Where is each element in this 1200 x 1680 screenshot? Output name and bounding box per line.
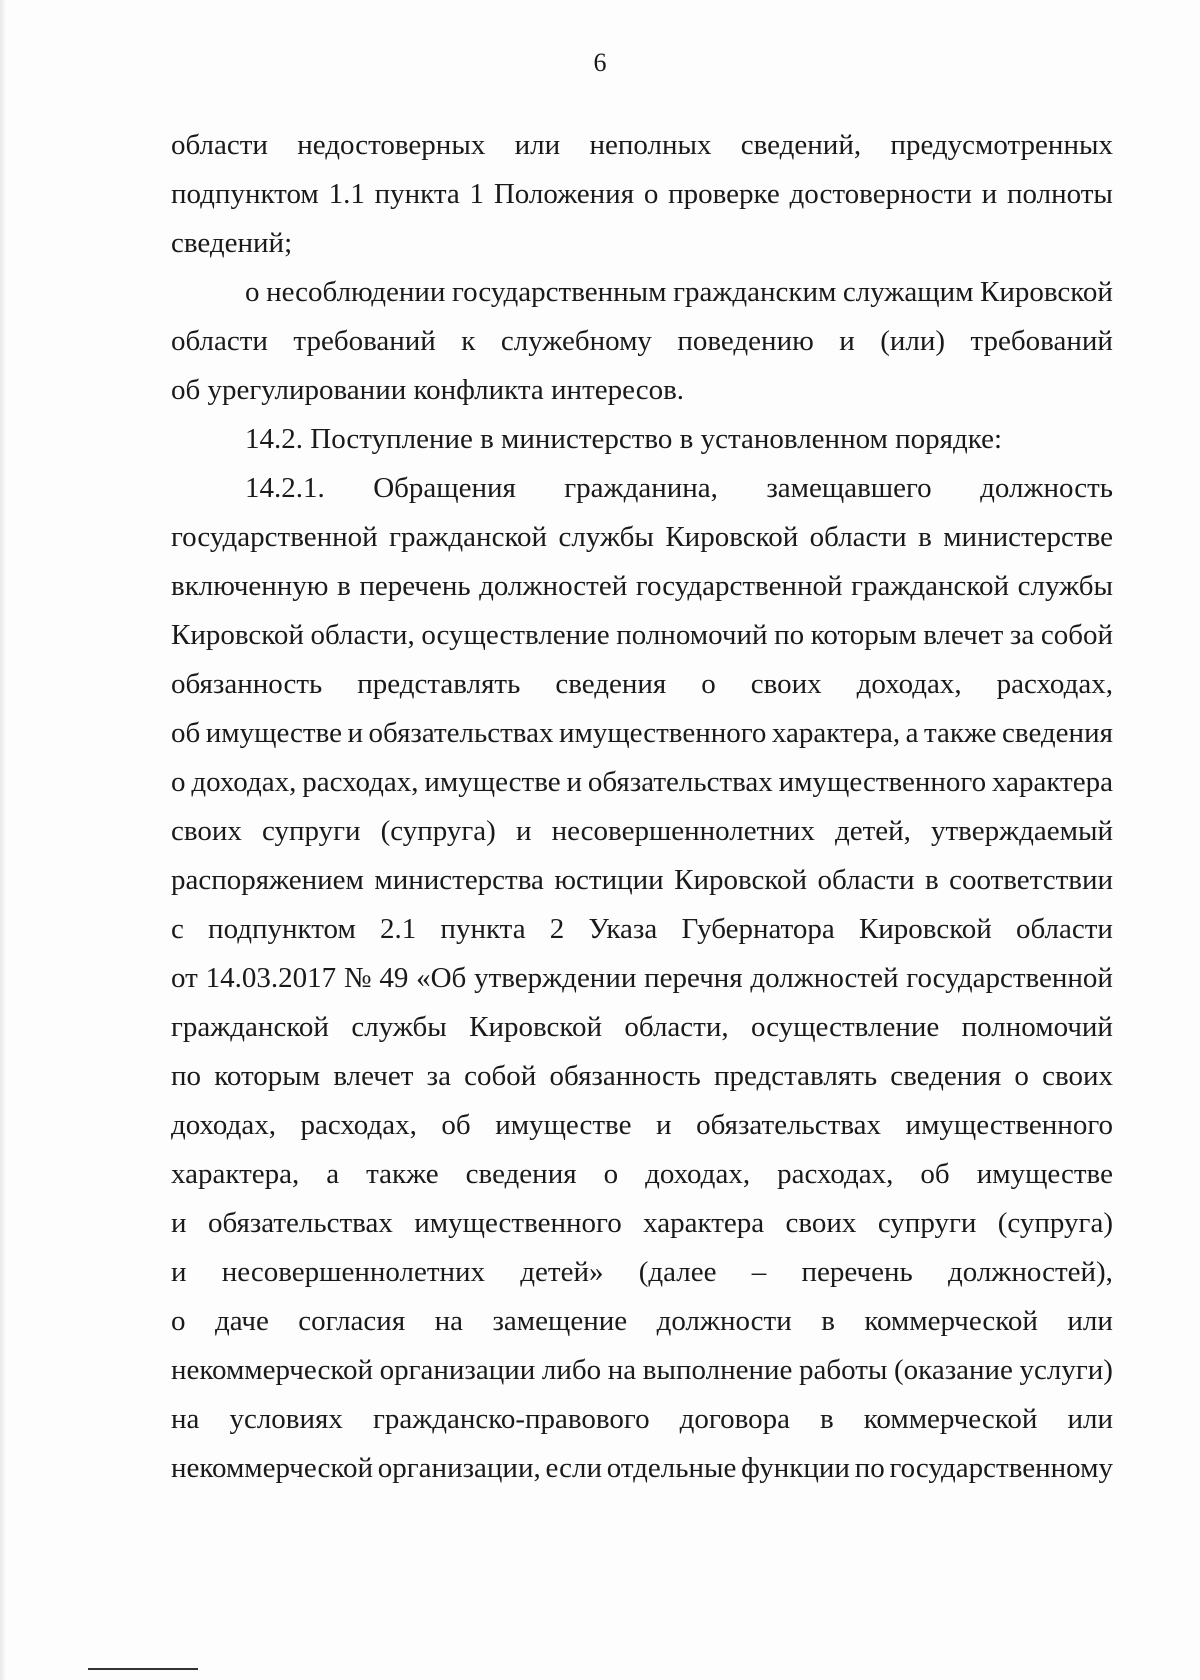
text-word: утверждаемый — [931, 815, 1113, 847]
text-word: расходах, — [302, 766, 419, 798]
text-word: организации, — [377, 1452, 541, 1484]
text-word: имуществе — [424, 766, 561, 798]
text-word: обязательствах — [587, 766, 773, 798]
text-word: 14.2. Поступление в министерство в установленном порядке: — [245, 423, 1003, 455]
text-word: организации — [379, 1354, 536, 1386]
text-word: 14.2.1. — [245, 472, 325, 504]
text-line — [171, 1306, 1113, 1355]
text-word: обязательствах — [207, 1207, 393, 1239]
text-word: Губернатора — [681, 913, 835, 945]
text-line — [171, 228, 1113, 277]
text-word: также — [924, 717, 997, 749]
text-line — [171, 375, 1113, 424]
text-word: соответствии — [949, 864, 1113, 896]
text-word: и — [515, 815, 532, 847]
text-word: 49 — [379, 962, 409, 994]
text-word: пункта — [374, 178, 460, 210]
text-word: «Об — [416, 962, 467, 994]
text-word: службы — [558, 521, 654, 553]
text-word: перечень — [359, 570, 471, 602]
text-word: сведений; — [171, 227, 293, 259]
text-word: Указа — [588, 913, 658, 945]
text-word: сведения — [465, 1158, 577, 1190]
document-body — [171, 130, 1113, 1502]
text-word: об — [441, 1109, 471, 1141]
text-word: должность — [980, 472, 1113, 504]
text-word: государственной — [635, 570, 843, 602]
text-word: в — [924, 864, 939, 896]
text-word: обязательствах — [368, 717, 554, 749]
text-word: поведению — [677, 325, 814, 357]
text-word: государственному — [889, 1452, 1113, 1484]
text-word: или — [1067, 1305, 1113, 1337]
text-word: доходах, — [191, 766, 297, 798]
text-word: осуществление — [421, 619, 610, 651]
text-word: своих — [750, 668, 822, 700]
text-word: требований — [293, 325, 436, 357]
text-word: детей, — [834, 815, 911, 847]
text-word: или — [1067, 1403, 1113, 1435]
text-word: по — [854, 1452, 885, 1484]
text-word: несовершеннолетних — [221, 1256, 486, 1288]
text-line — [171, 767, 1113, 816]
text-word: должностей — [750, 962, 899, 994]
text-line — [171, 571, 1113, 620]
text-word: перечень — [801, 1256, 913, 1288]
text-line — [171, 424, 1113, 473]
text-word: сведения — [555, 668, 667, 700]
text-word: должностей — [479, 570, 628, 602]
text-word: влечет — [333, 1060, 414, 1092]
text-word: доходах, — [856, 668, 962, 700]
text-word: или — [514, 129, 561, 161]
text-word: в — [821, 1305, 835, 1337]
text-word: полномочий — [961, 1011, 1113, 1043]
text-word: государственным — [452, 276, 667, 308]
text-word: своих — [1042, 1060, 1113, 1092]
text-word: 2.1 — [380, 913, 417, 945]
page-number: 6 — [593, 48, 607, 77]
text-word: 1 — [469, 178, 485, 210]
text-word: недостоверных — [297, 129, 486, 161]
text-word: даче — [214, 1305, 269, 1337]
text-word: (далее — [638, 1256, 717, 1288]
text-word: супруги — [877, 1207, 977, 1239]
text-word: утверждении — [474, 962, 637, 994]
text-word: области — [817, 864, 915, 896]
text-word: Кировской — [469, 1011, 603, 1043]
text-word: и — [171, 1256, 187, 1288]
text-word: Кировской — [858, 913, 992, 945]
text-word: и — [347, 717, 364, 749]
text-word: обязательствах — [696, 1109, 881, 1141]
text-word: области — [1016, 913, 1113, 945]
text-word: либо — [541, 1354, 602, 1386]
text-word: служащим — [842, 276, 974, 308]
text-word: за — [1009, 619, 1035, 651]
text-word: а — [905, 717, 919, 749]
text-line — [171, 816, 1113, 865]
text-word: собой — [1040, 619, 1113, 651]
text-word: характера — [991, 766, 1113, 798]
text-word: должности — [656, 1305, 792, 1337]
text-word: министерства — [374, 864, 544, 896]
text-word: замещавшего — [766, 472, 932, 504]
text-word: Кировской — [674, 864, 808, 896]
text-word: Кировской — [171, 619, 304, 651]
text-word: об — [920, 1158, 950, 1190]
text-word: на — [434, 1305, 464, 1337]
text-word: гражданской — [851, 570, 1010, 602]
text-word: условиях — [229, 1403, 343, 1435]
text-word: имуществе — [976, 1158, 1113, 1190]
text-word: области — [809, 521, 907, 553]
text-word: области — [171, 129, 268, 161]
text-word: обязанность — [549, 1060, 701, 1092]
text-word: подпунктом — [171, 178, 319, 210]
text-line — [171, 865, 1113, 914]
text-word: выполнение — [642, 1354, 793, 1386]
text-word: и — [839, 325, 855, 357]
text-word: требований — [970, 325, 1113, 357]
text-word: юстиции — [554, 864, 664, 896]
text-word: (или) — [880, 325, 946, 357]
text-line — [171, 718, 1113, 767]
text-word: служебному — [500, 325, 652, 357]
text-word: о — [701, 668, 716, 700]
text-word: 2 — [549, 913, 565, 945]
text-word: представлять — [714, 1060, 878, 1092]
text-line — [171, 326, 1113, 375]
text-word: расходах, — [996, 668, 1113, 700]
text-word: области, — [624, 1011, 729, 1043]
text-word: в — [918, 521, 932, 553]
text-word: о — [245, 276, 260, 308]
text-word: подпунктом — [208, 913, 356, 945]
text-line — [171, 1404, 1113, 1453]
text-word: также — [366, 1158, 439, 1190]
text-word: проверке — [668, 178, 780, 210]
text-word: области — [171, 325, 268, 357]
text-word: имущественного — [778, 766, 987, 798]
text-word: расходах, — [777, 1158, 894, 1190]
text-word: на — [171, 1403, 200, 1435]
text-word: по — [171, 1060, 202, 1092]
text-word: о — [603, 1158, 619, 1190]
text-word: доходах, — [171, 1109, 276, 1141]
text-line — [171, 620, 1113, 669]
text-word: супруги — [261, 815, 361, 847]
text-word: в — [337, 570, 351, 602]
text-word: имуществе — [205, 717, 343, 749]
text-word: о — [171, 766, 186, 798]
text-word: доходах, — [645, 1158, 751, 1190]
text-line — [171, 522, 1113, 571]
text-word: включенную — [171, 570, 329, 602]
text-word: в — [820, 1403, 834, 1435]
text-word: имущественного — [558, 717, 767, 749]
text-word: гражданина, — [564, 472, 718, 504]
text-word: характера — [643, 1207, 765, 1239]
text-word: об — [171, 717, 201, 749]
text-word: имуществе — [495, 1109, 632, 1141]
text-word: представлять — [357, 668, 521, 700]
text-word: своих — [171, 815, 242, 847]
text-word: гражданско-правового — [372, 1403, 650, 1435]
text-word: влечет — [923, 619, 1004, 651]
text-word: Кировской — [980, 276, 1113, 308]
text-line — [171, 1061, 1113, 1110]
text-line — [171, 1453, 1113, 1502]
text-word: гражданской — [389, 521, 548, 553]
scan-edge-shadow — [0, 0, 6, 1680]
text-word: (оказание — [894, 1354, 1013, 1386]
text-word: коммерческой — [864, 1305, 1038, 1337]
text-word: имущественного — [905, 1109, 1113, 1141]
text-word: предусмотренных — [890, 129, 1113, 161]
text-word: и — [566, 766, 583, 798]
text-word: с — [171, 913, 184, 945]
text-word: Кировской — [665, 521, 799, 553]
text-word: которым — [810, 619, 917, 651]
text-line — [171, 1257, 1113, 1306]
text-word: к — [461, 325, 476, 357]
text-word: на — [607, 1354, 637, 1386]
text-word: Положения — [493, 178, 635, 210]
text-word: обязанность — [171, 668, 323, 700]
text-word: неполных — [589, 129, 712, 161]
text-word: министерстве — [943, 521, 1113, 553]
text-word: некоммерческой — [171, 1354, 373, 1386]
text-word: замещение — [492, 1305, 628, 1337]
text-word: характера, — [171, 1158, 300, 1190]
text-word: расходах, — [300, 1109, 417, 1141]
text-word: от — [171, 962, 198, 994]
text-word: по — [774, 619, 805, 651]
text-word: а — [326, 1158, 340, 1190]
text-word: – — [751, 1256, 767, 1288]
text-word: 14.03.2017 — [205, 962, 337, 994]
text-word: и — [981, 178, 998, 210]
text-word: о — [643, 178, 659, 210]
text-line — [171, 963, 1113, 1012]
text-word: характера, — [771, 717, 901, 749]
text-word: о — [171, 1305, 186, 1337]
text-word: (супруга) — [997, 1207, 1113, 1239]
text-word: 1.1 — [328, 178, 365, 210]
text-word: работы — [799, 1354, 888, 1386]
text-word: договора — [679, 1403, 790, 1435]
text-line — [171, 277, 1113, 326]
text-word: своих — [785, 1207, 857, 1239]
footer-rule — [88, 1668, 198, 1670]
text-word: государственной — [906, 962, 1113, 994]
text-word: полномочий — [616, 619, 768, 651]
text-word: № — [343, 962, 372, 994]
text-word: отдельные — [606, 1452, 737, 1484]
text-word: коммерческой — [863, 1403, 1038, 1435]
text-word: перечня — [644, 962, 743, 994]
text-word: государственной — [171, 521, 378, 553]
text-line — [171, 914, 1113, 963]
text-word: и — [656, 1109, 672, 1141]
text-line — [171, 1208, 1113, 1257]
text-word: полноты — [1006, 178, 1113, 210]
text-line — [171, 473, 1113, 522]
text-word: за — [426, 1060, 451, 1092]
text-word: функции — [741, 1452, 850, 1484]
text-line — [171, 1159, 1113, 1208]
text-word: Обращения — [373, 472, 516, 504]
text-word: несовершеннолетних — [551, 815, 815, 847]
text-word: и — [171, 1207, 187, 1239]
text-word: области, — [310, 619, 415, 651]
text-line — [171, 669, 1113, 718]
text-word: несоблюдении — [266, 276, 446, 308]
text-line — [171, 1355, 1113, 1404]
text-word: согласия — [298, 1305, 406, 1337]
text-line — [171, 130, 1113, 179]
text-word: достоверности — [789, 178, 972, 210]
text-word: службы — [351, 1011, 447, 1043]
text-word: услуги) — [1019, 1354, 1113, 1386]
text-word: имущественного — [414, 1207, 622, 1239]
text-word: службы — [1017, 570, 1113, 602]
text-line — [171, 1110, 1113, 1159]
text-word: (супруга) — [380, 815, 496, 847]
text-word: осуществление — [751, 1011, 940, 1043]
text-word: собой — [464, 1060, 537, 1092]
text-word: сведения — [1002, 717, 1113, 749]
text-line — [171, 179, 1113, 228]
text-line — [171, 1012, 1113, 1061]
text-word: если — [545, 1452, 602, 1484]
text-word: об урегулировании конфликта интересов. — [171, 374, 685, 406]
text-word: сведения — [890, 1060, 1002, 1092]
text-word: некоммерческой — [171, 1452, 373, 1484]
text-word: гражданским — [673, 276, 837, 308]
text-word: о — [1014, 1060, 1029, 1092]
text-word: должностей), — [947, 1256, 1113, 1288]
text-word: детей» — [520, 1256, 604, 1288]
text-word: гражданской — [171, 1011, 329, 1043]
text-word: пункта — [440, 913, 526, 945]
text-word: распоряжением — [171, 864, 364, 896]
text-word: сведений, — [740, 129, 862, 161]
text-word: которым — [214, 1060, 321, 1092]
